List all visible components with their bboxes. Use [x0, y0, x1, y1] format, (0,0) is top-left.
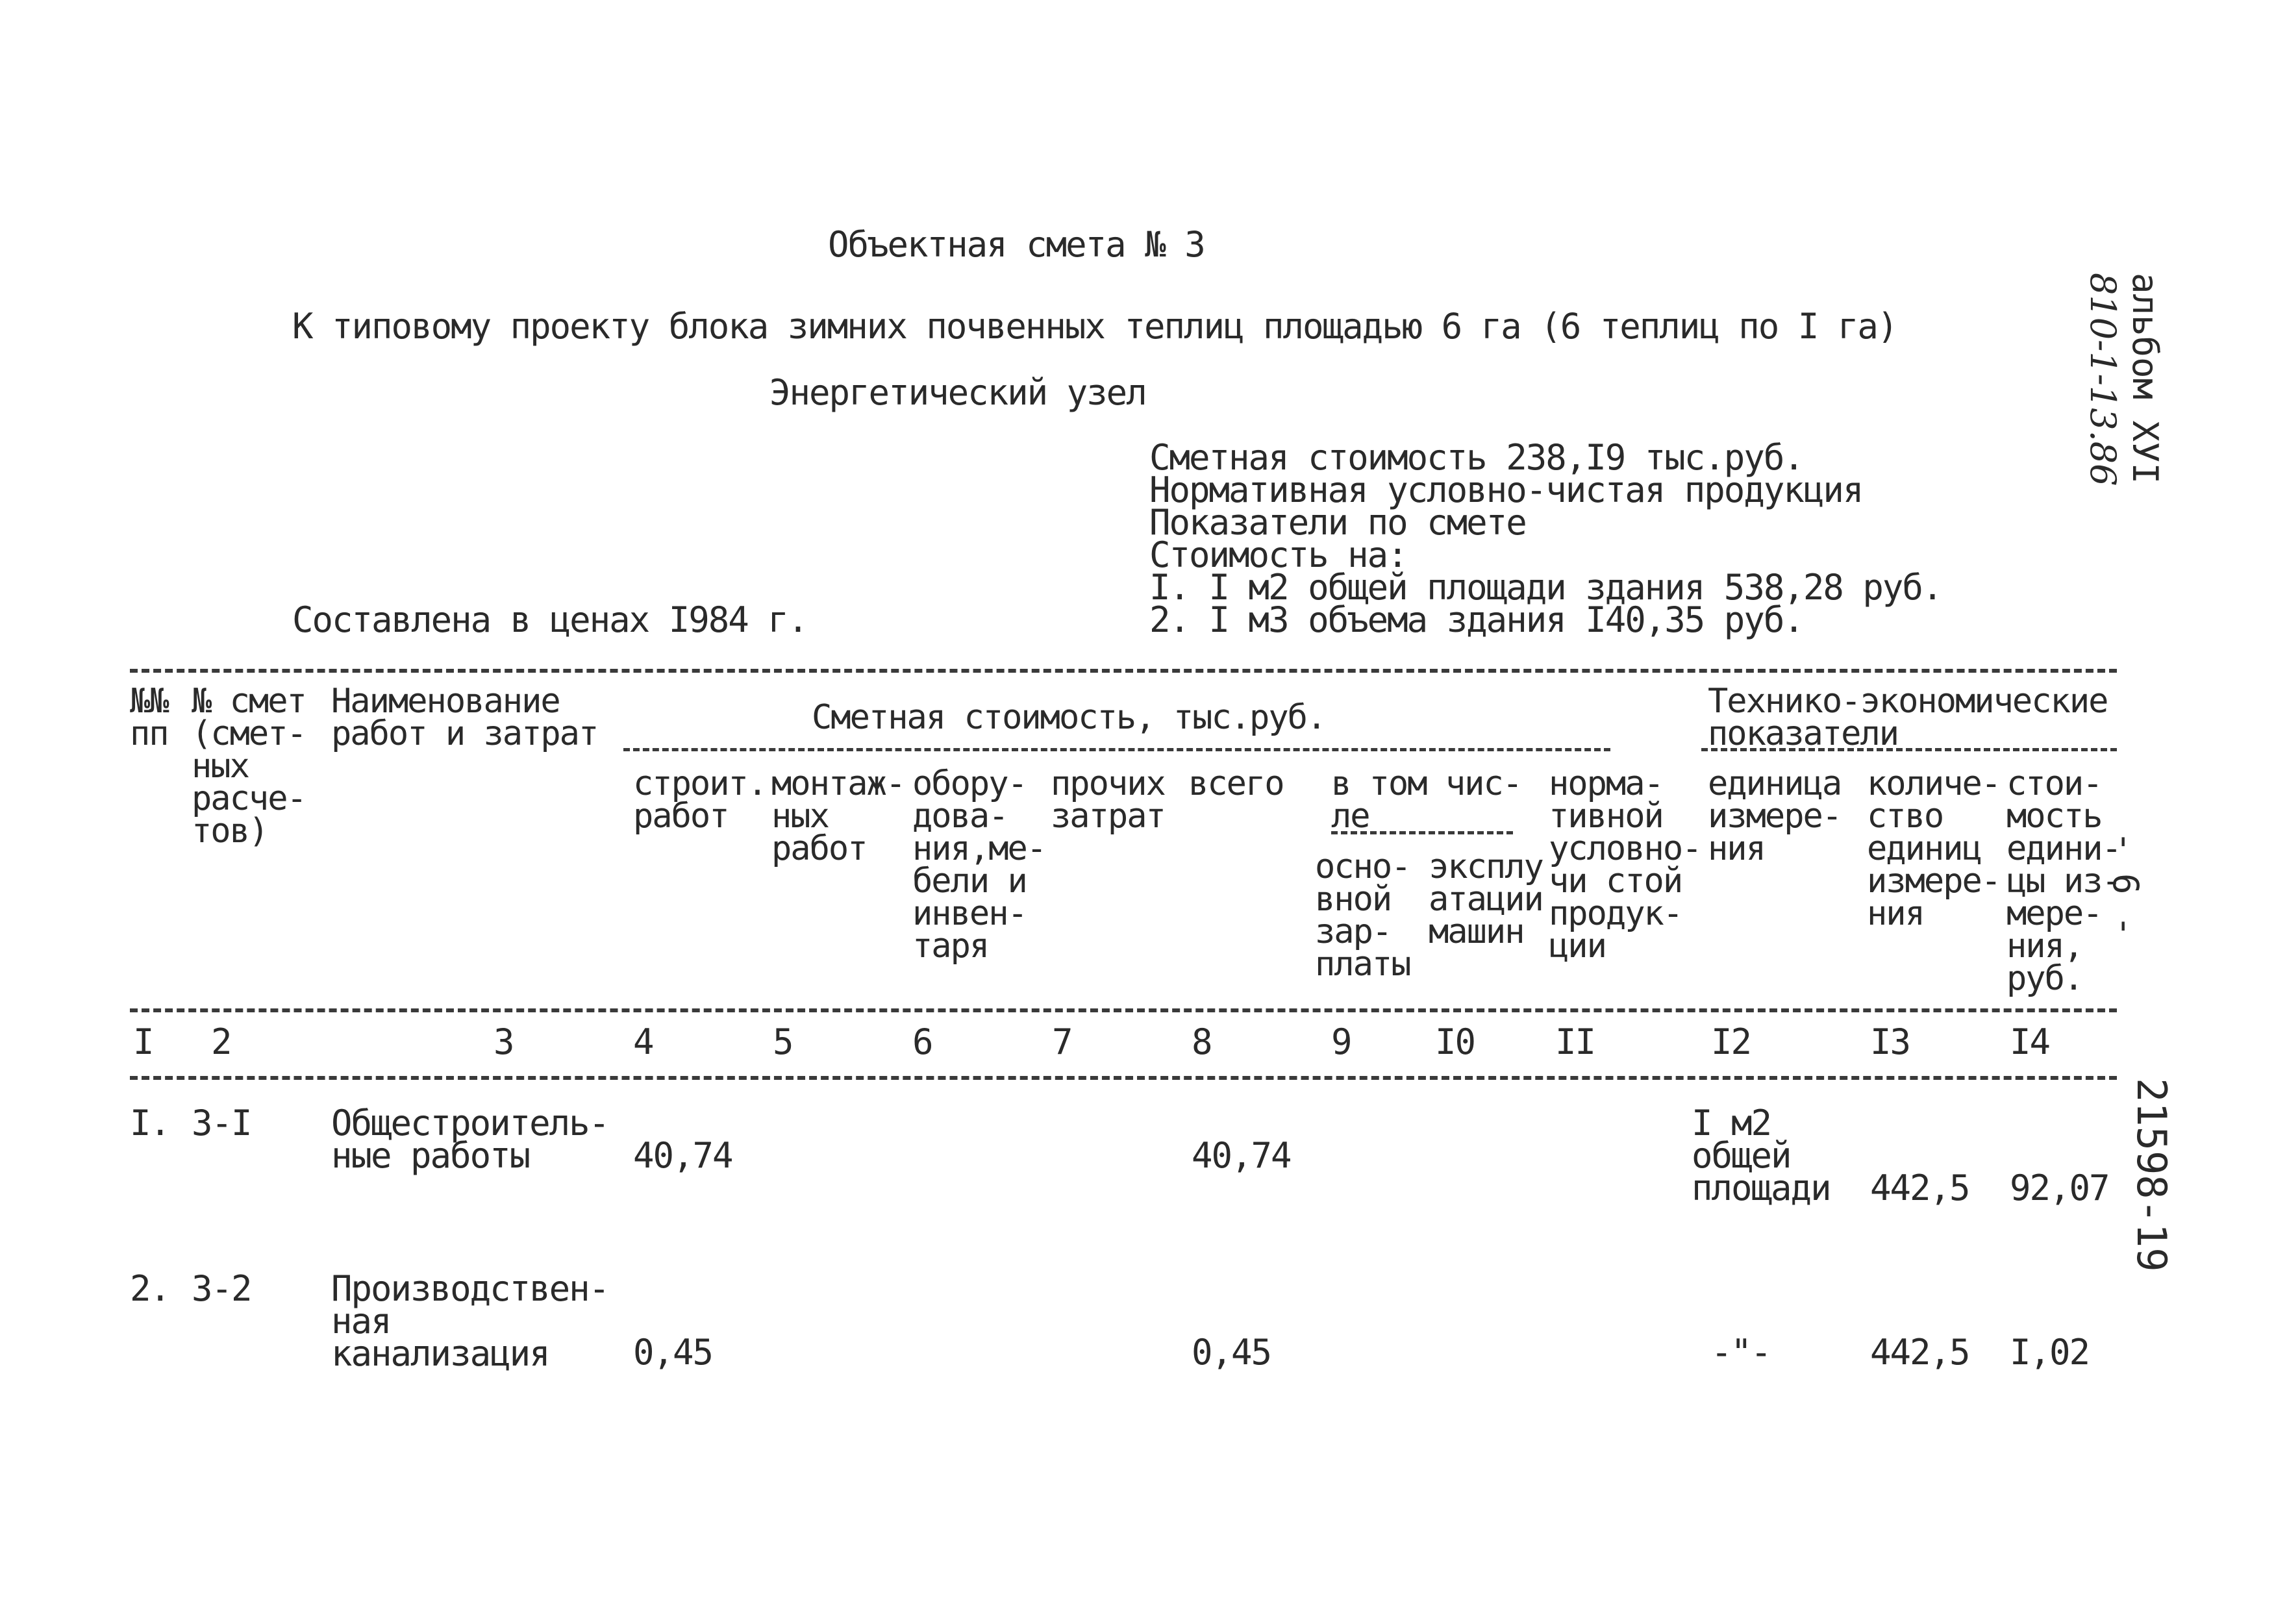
- col-number-11: II: [1555, 1021, 1595, 1062]
- document-subtitle: К типовому проекту блока зимних почвенных теплиц площадью 6 га (6 теплиц по I га): [292, 306, 1897, 347]
- row2-no: 2.: [130, 1268, 170, 1309]
- summary-per-m3: 2. I м3 объема здания I40,35 руб.: [1149, 599, 1803, 640]
- archive-stamp: 21598-19: [2128, 1078, 2175, 1272]
- numbers-bottom-rule: [130, 1076, 2117, 1080]
- col-number-2: 2: [211, 1021, 231, 1062]
- album-label: альбом XУI: [2125, 273, 2166, 484]
- header-bottom-rule: [130, 1008, 2117, 1012]
- header-cost: Сметная стоимость, тыс.руб.: [812, 698, 1326, 737]
- document-title: Объектная смета № 3: [828, 224, 1205, 265]
- row1-estimate: 3-I: [192, 1103, 251, 1143]
- header-name: Наименование работ и затрат: [331, 682, 598, 753]
- header-machines: эксплу атации машин: [1429, 847, 1543, 951]
- col-number-10: I0: [1435, 1021, 1475, 1062]
- header-quantity: количе- ство единиц измере- ния: [1867, 764, 2001, 933]
- row2-total: 0,45: [1192, 1332, 1271, 1373]
- row1-unit-cost: 92,07: [2010, 1168, 2109, 1208]
- summary-cost-per: Стоимость на:: [1149, 534, 1407, 575]
- row1-unit: I м2 общей площади: [1692, 1103, 1831, 1208]
- col-number-1: I: [133, 1021, 153, 1062]
- header-installation: монтаж- ных работ: [771, 764, 905, 868]
- page-number: - 6 -: [2105, 831, 2146, 937]
- row2-construction: 0,45: [633, 1332, 713, 1373]
- col-number-8: 8: [1192, 1021, 1212, 1062]
- col-number-3: 3: [494, 1021, 514, 1062]
- summary-cost: Сметная стоимость 238,I9 тыс.руб.: [1149, 437, 1803, 478]
- col-number-6: 6: [912, 1021, 932, 1062]
- summary-net-output: Нормативная условно-чистая продукция: [1149, 469, 1863, 510]
- header-construction: строит. работ: [633, 764, 767, 836]
- header-total: всего: [1188, 764, 1284, 803]
- row2-unit: -"-: [1711, 1332, 1771, 1373]
- col-number-9: 9: [1331, 1021, 1351, 1062]
- col-number-13: I3: [1870, 1021, 1910, 1062]
- row1-name: Общестроитель- ные работы: [331, 1103, 609, 1176]
- row1-construction: 40,74: [633, 1135, 732, 1176]
- row1-no: I.: [130, 1103, 170, 1143]
- table-top-rule: [130, 669, 2117, 673]
- row1-quantity: 442,5: [1870, 1168, 1969, 1208]
- header-other: прочих затрат: [1051, 764, 1165, 836]
- row2-estimate: 3-2: [192, 1268, 251, 1309]
- col-number-5: 5: [773, 1021, 793, 1062]
- header-estimate: № смет (смет- ных расче- тов): [192, 682, 306, 851]
- header-wages: осно- вной зар- платы: [1315, 847, 1410, 984]
- row1-total: 40,74: [1192, 1135, 1291, 1176]
- summary-per-m2: I. I м2 общей площади здания 538,28 руб.: [1149, 567, 1942, 608]
- col-number-4: 4: [633, 1021, 653, 1062]
- header-tech: Технико-экономические показатели: [1708, 682, 2108, 753]
- object-name: Энергетический узел: [769, 372, 1146, 413]
- col-number-12: I2: [1711, 1021, 1751, 1062]
- col-number-7: 7: [1052, 1021, 1072, 1062]
- prices-year: Составлена в ценах I984 г.: [292, 599, 808, 640]
- header-including: в том чис- ле: [1331, 764, 1522, 836]
- header-unit-cost: стои- мость едини- цы из- мере- ния, руб.: [2006, 764, 2121, 998]
- col-number-14: I4: [2010, 1021, 2050, 1062]
- album-code: 810-1-13.86: [2082, 273, 2123, 486]
- header-equipment: обору- дова- ния,ме- бели и инвен- таря: [912, 764, 1046, 966]
- row2-name: Производствен- ная канализация: [331, 1268, 609, 1374]
- header-unit: единица измере- ния: [1708, 764, 1842, 868]
- row2-quantity: 442,5: [1870, 1332, 1969, 1373]
- cost-subheader-rule: [623, 748, 1610, 751]
- header-no: №№ пп: [130, 682, 168, 753]
- summary-indicators: Показатели по смете: [1149, 502, 1526, 543]
- row2-unit-cost: I,02: [2010, 1332, 2090, 1373]
- header-net-output: норма- тивной условно- чи стой продук- ции: [1549, 764, 1701, 966]
